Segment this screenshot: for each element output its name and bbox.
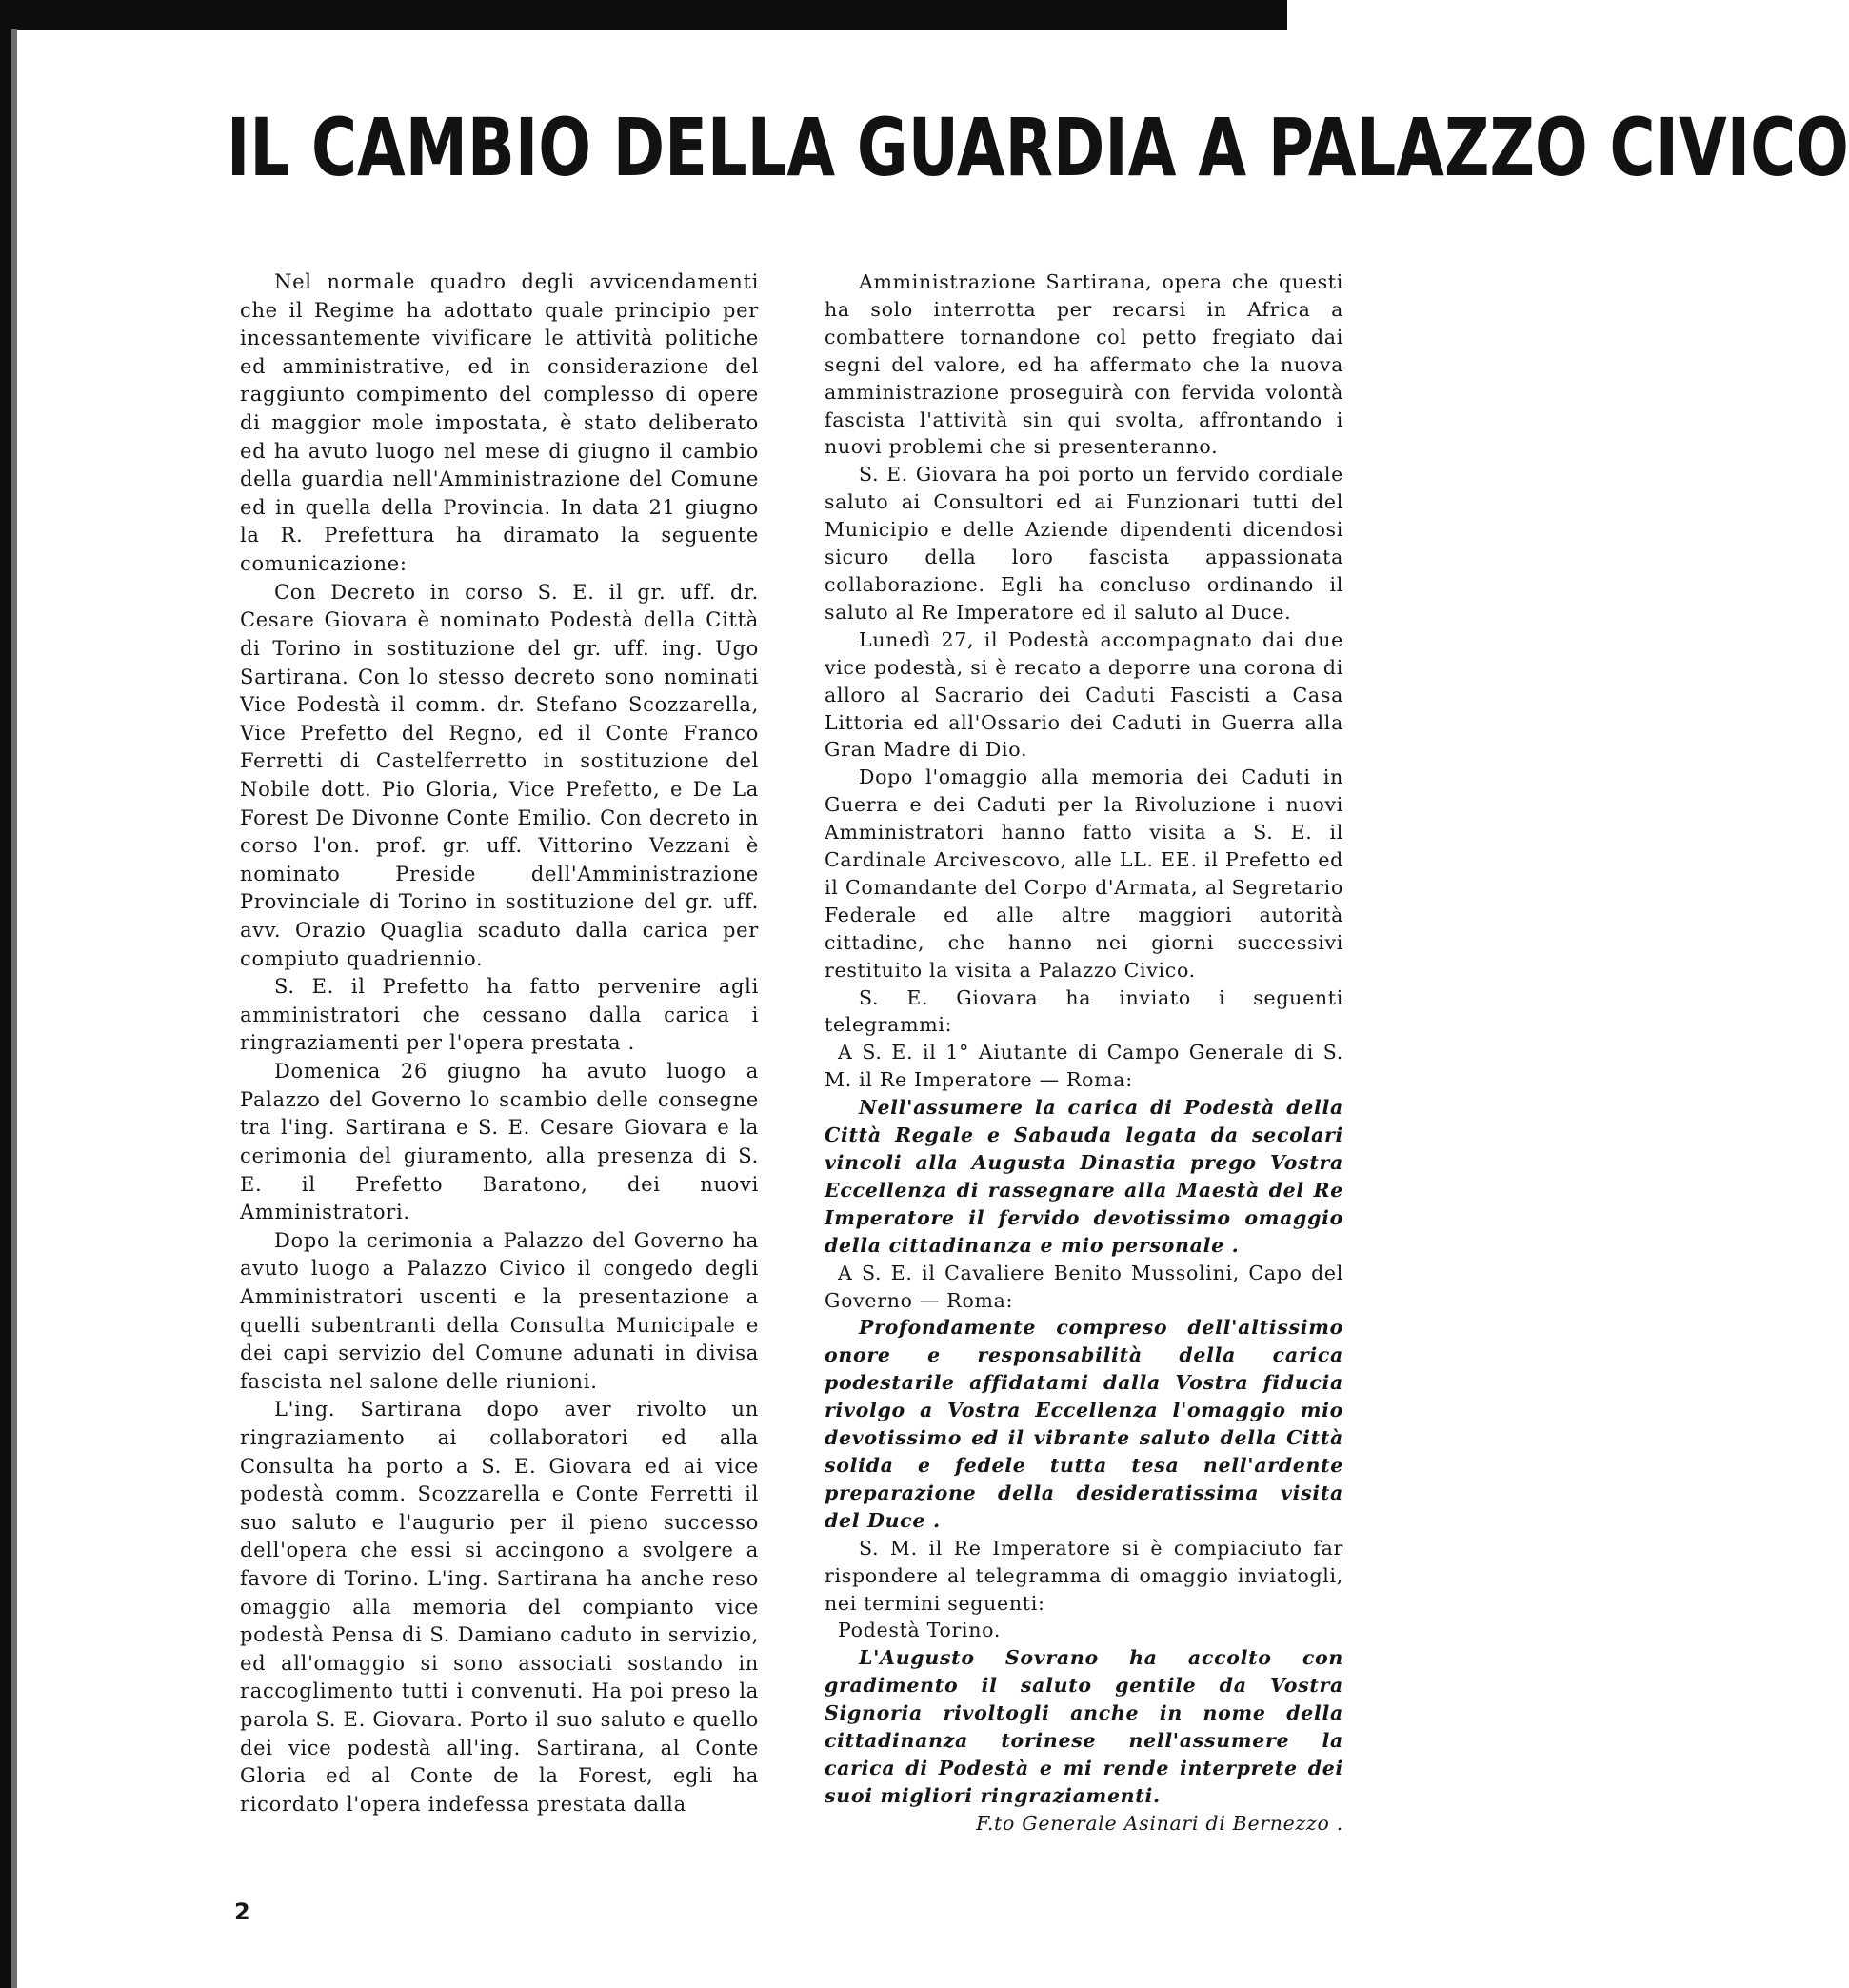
paragraph: S. E. Giovara ha poi porto un fervido cordiale saluto ai Consultori ed ai Funzionari tutti del Municipio e delle Aziende dipendenti dicendosi sicuro della loro fascista appassionata collaborazione. Egli ha concluso ordinando il saluto al Re Imperatore ed il saluto al Duce. (825, 463, 1343, 624)
paragraph: S. E. il Prefetto ha fatto pervenire agli amministratori che cessano dalla carica i ringraziamenti per l'opera prestata . (240, 975, 759, 1055)
telegram-text: L'Augusto Sovrano ha accolto con gradimento il saluto gentile da Vostra Signoria rivoltogli anche in nome della cittadinanza torinese nell'assumere la carica di Podestà e mi rende interprete dei suoi migliori ringraziamenti. (825, 1646, 1343, 1807)
paragraph: Dopo l'omaggio alla memoria dei Caduti in Guerra e dei Caduti per la Rivoluzione i nuovi Amministratori hanno fatto visita a S. E. il Cardinale Arcivescovo, alle LL. EE. il Prefetto ed il Comandante del Corpo d'Armata, al Segretario Federale ed alle altre maggiori autorità cittadine, che hanno nei giorni successivi restituito la visita a Palazzo Civico. (825, 765, 1343, 982)
paragraph: Dopo la cerimonia a Palazzo del Governo ha avuto luogo a Palazzo Civico il congedo degli Amministratori uscenti e la presentazione a quelli subentranti della Consulta Municipale e dei capi servizio del Comune adunati in divisa fascista nel salone delle riunioni. (240, 1228, 759, 1393)
paragraph: S. M. il Re Imperatore si è compiaciuto far rispondere al telegramma di omaggio inviatogli, nei termini seguenti: (825, 1536, 1343, 1615)
left-text-column (240, 268, 759, 1819)
paragraph: S. E. Giovara ha inviato i seguenti telegrammi: (825, 985, 1343, 1037)
page-number: 2 (234, 1899, 250, 1925)
telegram-text: Nell'assumere la carica di Podestà della Città Regale e Sabauda legata da secolari vincoli alla Augusta Dinastia prego Vostra Eccellenza di rassegnare alla Maestà del Re Imperatore il fervido devotissimo omaggio della cittadinanza e mio personale . (825, 1096, 1343, 1257)
paragraph: Nel normale quadro degli avvicendamenti che il Regime ha adottato quale principio per incessantemente vivificare le attività politiche ed amministrative, ed in considerazione del raggiunto compimento del complesso di opere di maggior mole impostata, è stato deliberato ed ha avuto luogo nel mese di giugno il cambio della guardia nell'Amministrazione del Comune ed in quella della Provincia. In data 21 giugno la R. Prefettura ha diramato la seguente comunicazione: (240, 270, 759, 576)
paragraph: L'ing. Sartirana dopo aver rivolto un ringraziamento ai collaboratori ed alla Consulta ha porto a S. E. Giovara ed ai vice podestà comm. Scozzarella e Conte Ferretti il suo saluto e l'augurio per il pieno successo dell'opera che essi si accingono a svolgere a favore di Torino. L'ing. Sartirana ha anche reso omaggio alla memoria del compianto vice podestà Pensa di S. Damiano caduto in servizio, ed all'omaggio si sono associati sostando in raccoglimento tutti i convenuti. Ha poi preso la parola S. E. Giovara. Porto il suo saluto e quello dei vice podestà all'ing. Sartirana, al Conte Gloria ed al Conte de la Forest, egli ha ricordato l'opera indefessa prestata dalla (240, 1398, 759, 1816)
page-title: IL CAMBIO DELLA GUARDIA A PALAZZO CIVICO (227, 101, 1849, 194)
telegram-recipient: A S. E. il 1° Aiutante di Campo Generale di S. M. il Re Imperatore — Roma: (825, 1041, 1343, 1092)
left-scan-shadow (11, 29, 17, 1988)
telegram-recipient: A S. E. il Cavaliere Benito Mussolini, Capo del Governo — Roma: (825, 1261, 1343, 1312)
telegram-signature: F.to Generale Asinari di Bernezzo . (976, 1811, 1343, 1835)
telegram-text: Profondamente compreso dell'altissimo onore e responsabilità della carica podestarile affidatami dalla Vostra fiducia rivolgo a Vostra Eccellenza l'omaggio mio devotissimo ed il vibrante saluto della Città solida e fedele tutta tesa nell'ardente preparazione della desideratissima visita del Duce . (825, 1316, 1343, 1532)
top-scan-border (0, 0, 1287, 30)
paragraph: Lunedì 27, il Podestà accompagnato dai due vice podestà, si è recato a deporre una corona di alloro al Sacrario dei Caduti Fascisti a Casa Littoria ed all'Ossario dei Caduti in Guerra alla Gran Madre di Dio. (825, 627, 1343, 762)
telegram-recipient: Podestà Torino. (838, 1619, 1002, 1642)
paragraph: Con Decreto in corso S. E. il gr. uff. dr. Cesare Giovara è nominato Podestà della Città di Torino in sostituzione del gr. uff. ing. Ugo Sartirana. Con lo stesso decreto sono nominati Vice Podestà il comm. dr. Stefano Scozzarella, Vice Prefetto del Regno, ed il Conte Franco Ferretti di Castelferretto in sostituzione del Nobile dott. Pio Gloria, Vice Prefetto, e De La Forest De Divonne Conte Emilio. Con decreto in corso l'on. prof. gr. uff. Vittorino Vezzani è nominato Preside dell'Amministrazione Provinciale di Torino in sostituzione del gr. uff. avv. Orazio Quaglia scaduto dalla carica per compiuto quadriennio. (240, 580, 759, 970)
left-scan-border (0, 0, 11, 1988)
paragraph: Domenica 26 giugno ha avuto luogo a Palazzo del Governo lo scambio delle consegne tra l'ing. Sartirana e S. E. Cesare Giovara e la cerimonia del giuramento, alla presenza di S. E. il Prefetto Baratono, dei nuovi Amministratori. (240, 1060, 759, 1224)
right-text-column (825, 268, 1343, 1838)
paragraph: Amministrazione Sartirana, opera che questi ha solo interrotta per recarsi in Africa a combattere tornandone col petto fregiato dai segni del valore, ed ha affermato che la nuova amministrazione proseguirà con fervida volontà fascista l'attività sin qui svolta, affrontando i nuovi problemi che si presenteranno. (825, 270, 1343, 459)
